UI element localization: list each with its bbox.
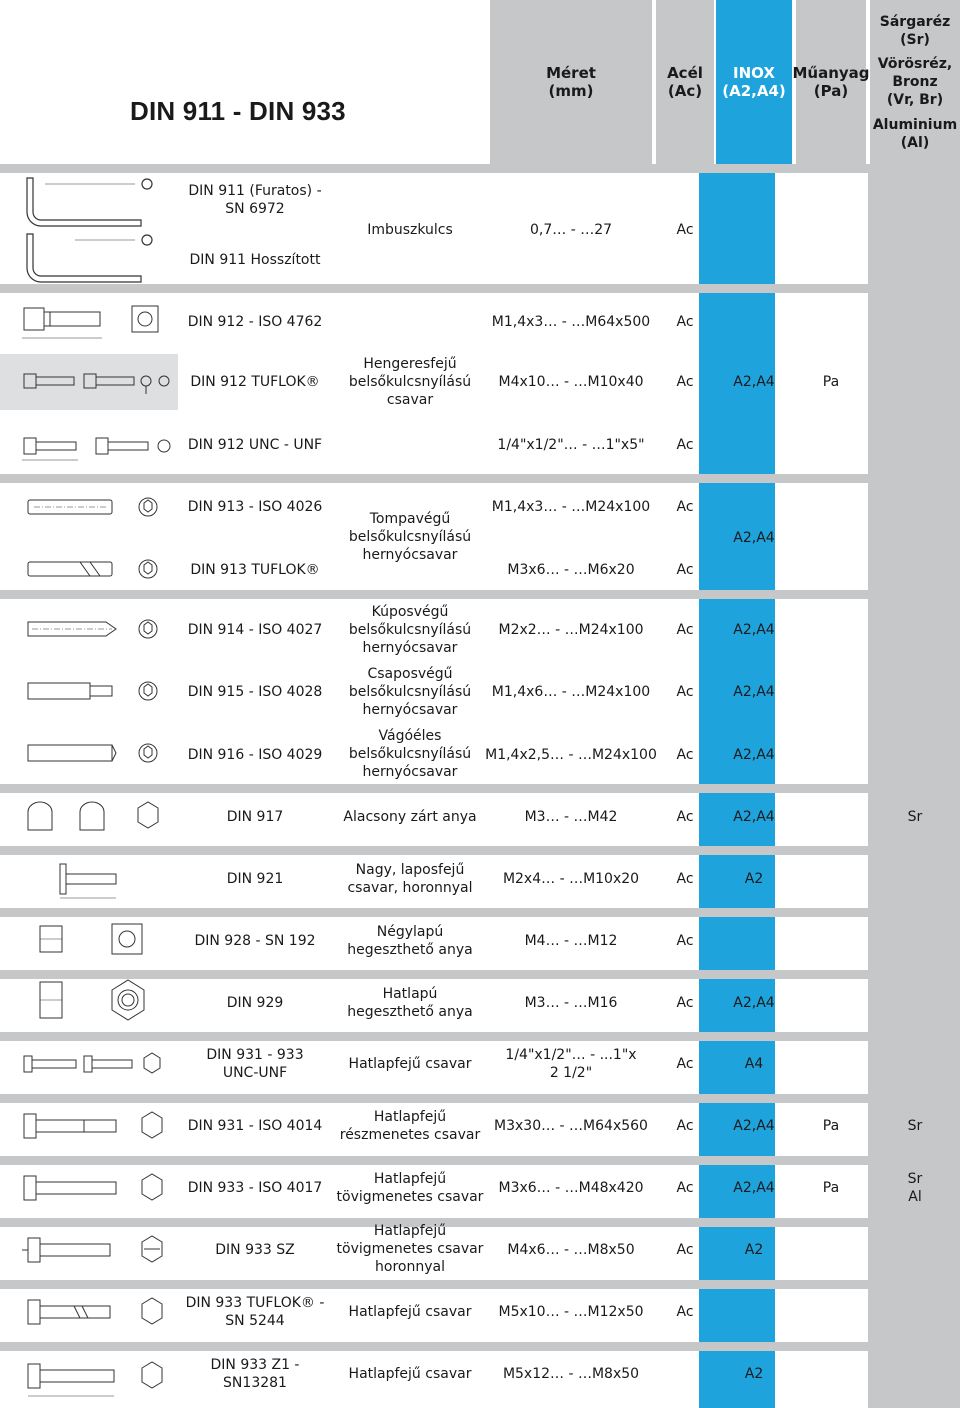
desc-933: Hatlapfejű tövigmenetes csavar <box>336 1171 484 1205</box>
desc-911: Imbuszkulcs <box>367 222 453 238</box>
sr-933: Sr <box>907 1171 923 1187</box>
ac-914: Ac <box>676 622 694 638</box>
drawing-914 <box>20 606 180 652</box>
size-933: M3x6… - …M48x420 <box>498 1180 644 1196</box>
size-911: 0,7… - …27 <box>529 222 613 238</box>
sr-al-933 <box>870 1169 960 1207</box>
size-928: M4… - …M12 <box>524 933 618 949</box>
drawing-913 <box>20 488 180 532</box>
sr-917: Sr <box>907 809 923 825</box>
header-acel: Acél (Ac) <box>656 0 714 164</box>
inox-931: A2,A4 <box>733 1118 775 1134</box>
size-931-unc: 1/4"x1/2"… - ...1"x 2 1/2" <box>505 1047 637 1081</box>
desc-912-tuflok: Hengeresfejű belsőkulcsnyílású csavar <box>348 356 472 408</box>
drawing-921 <box>40 858 180 902</box>
header-inox: INOX (A2,A4) <box>716 0 792 164</box>
std-913-tuflok: DIN 913 TUFLOK® <box>190 562 320 578</box>
inox-921: A2 <box>744 871 764 887</box>
std-912-tuflok: DIN 912 TUFLOK® <box>190 374 320 390</box>
inox-931-unc: A4 <box>744 1056 764 1072</box>
ac-912: Ac <box>676 314 694 330</box>
drawing-912-unc <box>18 428 178 468</box>
ac-931: Ac <box>676 1118 694 1134</box>
drawing-917 <box>20 796 180 840</box>
ac-933-tuflok: Ac <box>676 1304 694 1320</box>
row-separator <box>0 784 960 793</box>
row-separator <box>0 846 960 855</box>
std-914: DIN 914 - ISO 4027 <box>187 622 323 638</box>
inox-916: A2,A4 <box>733 747 775 763</box>
ac-913: Ac <box>676 499 694 515</box>
inox-915: A2,A4 <box>733 684 775 700</box>
row-separator <box>0 284 960 293</box>
std-912-unc: DIN 912 UNC - UNF <box>187 437 323 453</box>
size-933-z1: M5x12… - …M8x50 <box>502 1366 640 1382</box>
size-912: M1,4x3… - …M64x500 <box>491 314 651 330</box>
std-931-unc: DIN 931 - 933 UNC-UNF <box>206 1047 304 1081</box>
desc-928: Négylapú hegeszthető anya <box>347 924 473 958</box>
inox-912-tuflok: A2,A4 <box>733 374 775 390</box>
header-meret: Méret (mm) <box>490 0 652 164</box>
std-933-z1: DIN 933 Z1 - SN13281 <box>210 1357 300 1391</box>
std-917: DIN 917 <box>226 809 284 825</box>
std-911-furatos: DIN 911 (Furatos) - SN 6972 <box>188 183 322 217</box>
inox-933: A2,A4 <box>733 1180 775 1196</box>
drawing-931-unc <box>18 1042 180 1086</box>
inox-914: A2,A4 <box>733 622 775 638</box>
std-933-tuflok: DIN 933 TUFLOK® - SN 5244 <box>185 1295 325 1329</box>
size-913: M1,4x3… - …M24x100 <box>491 499 651 515</box>
drawing-913-tuflok <box>20 548 180 592</box>
ac-933-sz: Ac <box>676 1242 694 1258</box>
row-separator <box>0 164 960 173</box>
row-separator <box>0 1280 960 1289</box>
inox-933-sz: A2 <box>744 1242 764 1258</box>
size-912-unc: 1/4"x1/2"… - …1"x5" <box>497 437 645 453</box>
pa-933: Pa <box>822 1180 840 1196</box>
desc-921: Nagy, laposfejű csavar, horonnyal <box>347 862 473 896</box>
page-title: DIN 911 - DIN 933 <box>130 96 346 126</box>
sr-931: Sr <box>907 1118 923 1134</box>
drawing-allen-key <box>15 174 180 284</box>
ac-912-unc: Ac <box>676 437 694 453</box>
desc-916: Vágóéles belsőkulcsnyílású hernyócsavar <box>348 728 472 780</box>
size-915: M1,4x6… - …M24x100 <box>491 684 651 700</box>
std-933-sz: DIN 933 SZ <box>215 1242 295 1258</box>
std-913: DIN 913 - ISO 4026 <box>187 499 323 515</box>
ac-931-unc: Ac <box>676 1056 694 1072</box>
ac-913-tuflok: Ac <box>676 562 694 578</box>
row-separator <box>0 1032 960 1041</box>
drawing-931 <box>18 1104 180 1148</box>
ac-928: Ac <box>676 933 694 949</box>
inox-929: A2,A4 <box>733 995 775 1011</box>
size-933-tuflok: M5x10… - …M12x50 <box>498 1304 644 1320</box>
std-912: DIN 912 - ISO 4762 <box>187 314 323 330</box>
desc-933-tuflok: Hatlapfejű csavar <box>348 1304 472 1320</box>
std-911-hosszitott: DIN 911 Hosszított <box>189 252 321 268</box>
header-muanyag: Műanyag (Pa) <box>796 0 866 164</box>
ac-915: Ac <box>676 684 694 700</box>
desc-915: Csaposvégű belsőkulcsnyílású hernyócsavar <box>348 666 472 718</box>
drawing-912-tuflok <box>18 360 178 404</box>
ac-911: Ac <box>676 222 694 238</box>
pa-912-tuflok: Pa <box>822 374 840 390</box>
ac-921: Ac <box>676 871 694 887</box>
pa-931: Pa <box>822 1118 840 1134</box>
size-929: M3… - …M16 <box>524 995 618 1011</box>
ac-929: Ac <box>676 995 694 1011</box>
desc-933-sz: Hatlapfejű tövigmenetes csavar horonnyal <box>336 1223 484 1275</box>
desc-913: Tompavégű belsőkulcsnyílású hernyócsavar <box>348 511 472 563</box>
drawing-933-sz <box>18 1228 180 1274</box>
inox-913: A2,A4 <box>733 530 775 546</box>
al-933: Al <box>908 1189 922 1205</box>
std-915: DIN 915 - ISO 4028 <box>187 684 323 700</box>
size-931: M3x30… - …M64x560 <box>494 1118 648 1134</box>
ac-912-tuflok: Ac <box>676 374 694 390</box>
std-931: DIN 931 - ISO 4014 <box>187 1118 323 1134</box>
size-914: M2x2… - …M24x100 <box>498 622 644 638</box>
desc-933-z1: Hatlapfejű csavar <box>348 1366 472 1382</box>
drawing-928 <box>30 916 180 964</box>
header-metals <box>870 0 960 164</box>
inox-933-z1: A2 <box>744 1366 764 1382</box>
desc-929: Hatlapú hegeszthető anya <box>347 986 473 1020</box>
size-912-tuflok: M4x10… - …M10x40 <box>498 374 644 390</box>
std-929: DIN 929 <box>226 995 284 1011</box>
drawing-933-tuflok <box>18 1290 180 1336</box>
std-933: DIN 933 - ISO 4017 <box>187 1180 323 1196</box>
size-913-tuflok: M3x6… - …M6x20 <box>507 562 635 578</box>
size-921: M2x4… - …M10x20 <box>502 871 640 887</box>
drawing-916 <box>20 730 180 776</box>
row-separator <box>0 1156 960 1165</box>
desc-917: Alacsony zárt anya <box>343 809 477 825</box>
std-928: DIN 928 - SN 192 <box>194 933 316 949</box>
header-sargarez: Sárgaréz (Sr) <box>879 13 951 48</box>
ac-916: Ac <box>676 747 694 763</box>
ac-917: Ac <box>676 809 694 825</box>
drawing-929 <box>30 976 180 1028</box>
inox-917: A2,A4 <box>733 809 775 825</box>
drawing-912 <box>20 298 180 346</box>
std-916: DIN 916 - ISO 4029 <box>187 747 323 763</box>
drawing-933 <box>18 1166 180 1210</box>
desc-914: Kúposvégű belsőkulcsnyílású hernyócsavar <box>348 604 472 656</box>
drawing-933-z1 <box>18 1350 180 1404</box>
header-vorosrez: Vörösréz, Bronz (Vr, Br) <box>877 56 953 108</box>
size-917: M3… - …M42 <box>524 809 618 825</box>
header-aluminium: Aluminium (Al) <box>872 116 958 151</box>
drawing-915 <box>20 668 180 714</box>
desc-931: Hatlapfejű részmenetes csavar <box>339 1109 481 1143</box>
size-933-sz: M4x6… - …M8x50 <box>507 1242 635 1258</box>
ac-933: Ac <box>676 1180 694 1196</box>
std-921: DIN 921 <box>226 871 284 887</box>
desc-931-unc: Hatlapfejű csavar <box>348 1056 472 1072</box>
row-separator <box>0 474 960 483</box>
size-916: M1,4x2,5… - …M24x100 <box>485 747 657 763</box>
row-separator <box>0 1094 960 1103</box>
